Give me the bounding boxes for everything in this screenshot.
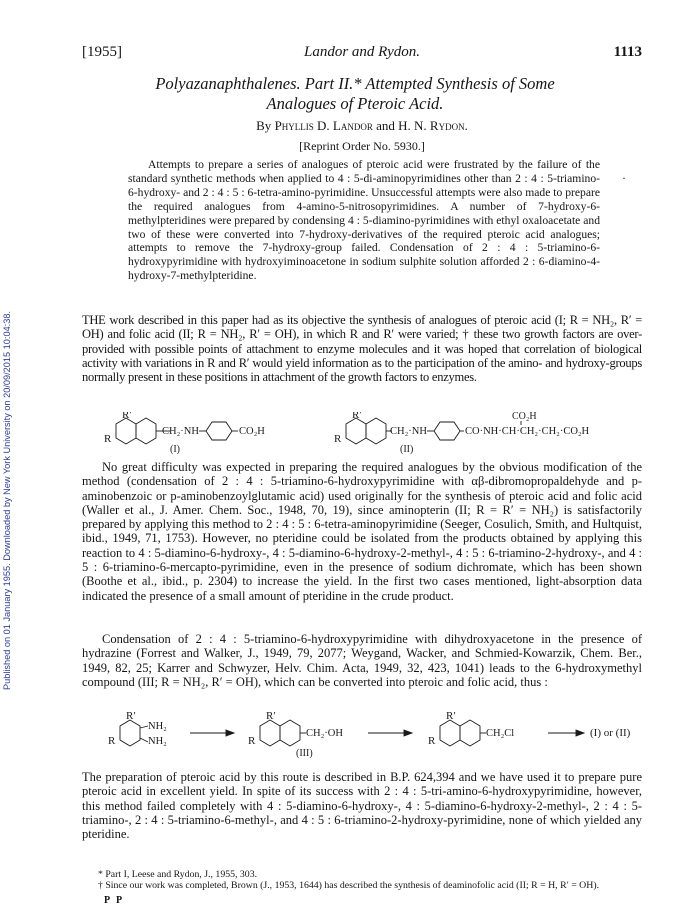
scheme-hydroxymethyl: CH₂·OH: [306, 728, 343, 739]
article-title-line-1: Polyazanaphthalenes. Part II.* Attempted Synthesis of Some: [155, 74, 555, 93]
author-1: Phyllis D. Landor: [274, 118, 373, 133]
paragraph-3: [82, 632, 642, 689]
paragraph-1: THE work described in this paper had as its objective the synthesis of analogues of pteroic acid (I; R = NH₂, R′ = OH) and folic acid (II; R = NH₂, R′ = OH), in which R and R′ were varied; † these two growth factors are over-provided with possible points of attachment to enzyme molecules and it was hoped that correlation of biological activity with variations in R and R′ would yield information as to the participation of the amino- and hydroxy-groups normally present in these positions in attachment of the growth factors to enzymes.: [82, 313, 642, 385]
scheme-r-2: R: [248, 735, 256, 747]
paragraph-2-text: No great difficulty was expected in preparing the required analogues by the obvious modification of the method (condensation of 2 : 4 : 5-triamino-6-hydroxypyrimidine with αβ-dibromopropaldehyde and p-aminobenzoic or p-aminobenzoylglutamic acid) used originally for the synthesis of pteroic acid and folic acid (Waller et al., J. Amer. Chem. Soc., 1948, 70, 19), since aminopterin (II; R = R′ = NH₂) is satisfactorily prepared by applying this method to 2 : 4 : 5 : 6-tetra-aminopyrimidine (Seeger, Cosulich, Smith, and Hultquist, ibid., 1949, 71, 1753). However, no pteridine could be isolated from the products obtained by applying this reaction to 4 : 5-diamino-6-hydroxy-, 4 : 5-diamino-6-hydroxy-2-methyl-, 4 : 5 : 6-triamino-2-hydroxy-, and 4 : 5 : 6-triamino-6-mercapto-pyrimidine, even in the presence of sodium dichromate, which has been shown (Boothe et al., ibid., p. 2304) to increase the yield. In the first two cases mentioned, light-absorption data indicated the presence of a small amount of pteridine in the crude product.: [82, 460, 642, 603]
margin-dot: ·: [622, 171, 626, 185]
footnotes: [82, 869, 642, 891]
structure-i-rprime: R′: [122, 412, 132, 421]
footnote-2: † Since our work was completed, Brown (J., 1953, 1644) has described the synthesis of deaminofolic acid (II; R = H, R′ = OH).: [98, 880, 600, 891]
scheme-rprime-1: R′: [126, 710, 136, 722]
running-header: [82, 44, 642, 62]
scheme-rprime-2: R′: [266, 710, 276, 722]
header-year: [1955]: [82, 44, 122, 60]
article-title-line-2: Analogues of Pteroic Acid.: [266, 94, 444, 113]
author-by: By: [256, 118, 272, 133]
structure-i-label: (I): [170, 444, 180, 455]
structure-i-substituent: CH₂·NH: [162, 426, 199, 437]
reaction-scheme: [100, 710, 640, 760]
structure-i-acid: CO₂H: [239, 426, 265, 437]
structure-ii-chain: CO·NH·CH·CH₂·CH₂·CO₂H: [465, 426, 590, 437]
download-watermark-text: Published on 01 January 1955. Downloaded by New York University on 20/09/2015 10:04:38.: [2, 311, 12, 690]
author-2: H. N. Rydon.: [398, 118, 468, 133]
author-line: [82, 118, 642, 134]
scheme-label-iii: (III): [296, 748, 313, 759]
structure-ii-label: (II): [400, 444, 414, 455]
scheme-nh2-a: NH₂: [148, 721, 167, 732]
structure-row-i-ii: [100, 412, 640, 456]
structure-i-r: R: [104, 433, 112, 445]
paragraph-4: The preparation of pteroic acid by this route is described in B.P. 624,394 and we have used it to prepare pure pteroic acid in excellent yield. In spite of its success with 2 : 4 : 5-tri-amino-6-hydroxypyrimidine, however, this method failed completely with 4 : 5-diamino-6-hydroxy-, 4 : 5-diamino-6-hydroxy-2-methyl-, 2 : 4 : 5-triamino-, 2 : 4 : 5-triamino-6-methyl-, and 4 : 5 : 6-triamino-2-hydroxy-pyrimidine, none of which yielded any pteridine.: [82, 770, 642, 842]
footnote-1: * Part I, Leese and Rydon, J., 1955, 303.: [98, 869, 258, 880]
scheme-r-3: R: [428, 735, 436, 747]
scheme-rprime-3: R′: [446, 710, 456, 722]
structure-ii-r: R: [334, 433, 342, 445]
scheme-r-1: R: [108, 735, 116, 747]
reprint-order: [Reprint Order No. 5930.]: [299, 139, 425, 153]
structure-ii-rprime: R′: [352, 412, 362, 421]
article-title: [90, 74, 620, 114]
download-watermark: [2, 150, 16, 690]
author-and: and: [376, 118, 395, 133]
abstract: Attempts to prepare a series of analogues of pteroic acid were frustrated by the failure of the standard synthetic methods when applied to 4 : 5-di-aminopyrimidines other than 2 : 4 : 5-triamino-6-hydroxy- and 2 : 4 : 5 : 6-tetra-amino-pyrimidine. Unsuccessful attempts were also made to prepare the required analogues from 4-amino-5-nitrosopyrimidines. A number of 7-hydroxy-6-methylpteridines were prepared by condensing 4 : 5-diamino-pyrimidines with ethyl oxaloacetate and two of these were converted into 7-hydroxy-derivatives of the required pteroic acid analogues; attempts to remove the 7-hydroxy-group failed. Condensation of 2 : 4 : 5-triamino-6-hydroxypyrimidine with hydroxyiminoacetone in sodium sulphite solution afforded 2 : 6-diamino-4-hydroxy-7-methylpteridine.: [128, 158, 600, 283]
header-running-title: Landor and Rydon.: [304, 44, 420, 60]
scheme-nh2-b: NH₂: [148, 736, 167, 747]
paragraph-3-text: Condensation of 2 : 4 : 5-triamino-6-hydroxypyrimidine with dihydroxyacetone in the presence of hydrazine (Forrest and Walker, J., 1949, 79, 2077; Weygand, Wacker, and Schmied-Kowarzik, Chem. Ber., 1949, 82, 25; Karrer and Schwyzer, Helv. Chim. Acta, 1949, 32, 423, 1041) leads to the 6-hydroxymethyl compound (III; R = NH₂, R′ = OH), which can be converted into pteroic and folic acid, thus :: [82, 632, 642, 689]
paragraph-2: [82, 460, 642, 603]
scheme-product: (I) or (II): [590, 727, 631, 739]
header-page-number: 1113: [613, 44, 642, 60]
printer-signature: P P: [104, 895, 125, 906]
structure-ii-substituent: CH₂·NH: [390, 426, 427, 437]
structure-ii-top-acid: CO₂H: [512, 412, 537, 422]
scheme-chloromethyl: CH₂Cl: [486, 728, 515, 739]
